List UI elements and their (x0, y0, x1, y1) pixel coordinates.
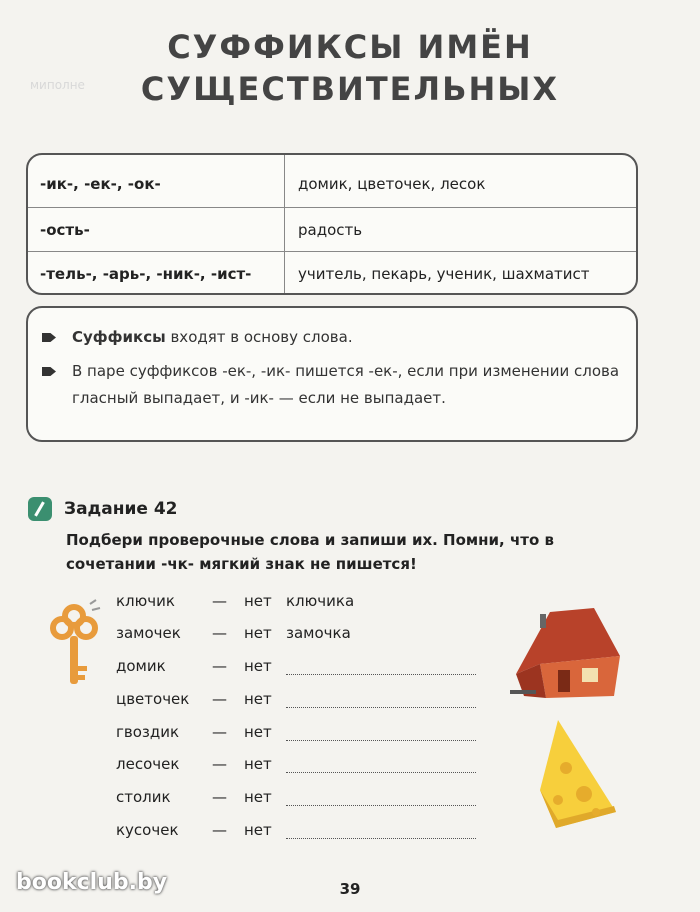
exercise-row (116, 784, 476, 810)
exercise-word: столик (116, 788, 171, 806)
suffix-table (26, 153, 638, 295)
pencil-icon (28, 497, 52, 521)
rule-text: В паре суффиксов -ек-, -ик- пишется -ек-, если при изменении слова гласный выпадает, и -ик- — если не выпадает. (72, 362, 620, 407)
rule-item (72, 358, 622, 412)
task-header (28, 497, 178, 521)
example-cell: домик, цветочек, лесок (298, 175, 486, 193)
answer-blank-line[interactable] (286, 724, 476, 741)
rule-item (72, 324, 622, 351)
table-row (28, 207, 636, 253)
title-line-2: СУЩЕСТВИТЕЛЬНЫХ (140, 70, 560, 108)
exercise-dash: — (212, 788, 227, 806)
exercise-no-label: нет (244, 624, 272, 642)
suffix-cell: -ость- (40, 221, 90, 239)
exercise-no-label: нет (244, 755, 272, 773)
exercise-dash: — (212, 657, 227, 675)
exercise-dash: — (212, 821, 227, 839)
exercise-row (116, 653, 476, 679)
exercise-no-label: нет (244, 690, 272, 708)
task-instruction: Подбери проверочные слова и запиши их. Помни, что в сочетании -чк- мягкий знак не пишется! (66, 531, 554, 573)
arrow-bullet-icon (42, 333, 56, 342)
rules-box (26, 306, 638, 442)
exercise-row (116, 588, 354, 614)
house-icon (510, 604, 626, 700)
exercise-no-label: нет (244, 657, 272, 675)
exercise-dash: — (212, 723, 227, 741)
suffix-cell: -ик-, -ек-, -ок- (40, 175, 161, 193)
table-row (28, 251, 636, 295)
exercise-word: лесочек (116, 755, 180, 773)
title-line-1: СУФФИКСЫ ИМЁН (167, 28, 533, 66)
exercise-row (116, 686, 476, 712)
key-icon (46, 596, 106, 692)
answer-blank-line[interactable] (286, 822, 476, 839)
arrow-bullet-icon (42, 367, 56, 376)
exercise-word: кусочек (116, 821, 179, 839)
exercise-answer: замочка (286, 624, 351, 642)
exercise-word: цветочек (116, 690, 190, 708)
exercise-row (116, 817, 476, 843)
exercise-no-label: нет (244, 723, 272, 741)
rule-term: Суффиксы (72, 328, 166, 346)
example-cell: радость (298, 221, 363, 239)
table-row (28, 161, 636, 207)
example-cell: учитель, пекарь, ученик, шахматист (298, 265, 590, 283)
exercise-dash: — (212, 690, 227, 708)
exercise-dash: — (212, 624, 227, 642)
rule-text: входят в основу слова. (165, 328, 353, 346)
answer-blank-line[interactable] (286, 789, 476, 806)
exercise-dash: — (212, 592, 227, 610)
watermark: bookclub.by (16, 870, 168, 895)
exercise-word: замочек (116, 624, 181, 642)
exercise-word: домик (116, 657, 166, 675)
page-number: 39 (339, 880, 361, 898)
suffix-cell: -тель-, -арь-, -ник-, -ист- (40, 265, 252, 283)
exercise-answer: ключика (286, 592, 355, 610)
exercise-row (116, 719, 476, 745)
answer-blank-line[interactable] (286, 756, 476, 773)
exercise-row (116, 751, 476, 777)
exercise-word: гвоздик (116, 723, 180, 741)
exercise-row (116, 620, 351, 646)
exercise-dash: — (212, 755, 227, 773)
page-title (0, 26, 700, 110)
bleed-through-text: миполне (30, 78, 85, 92)
task-title: Задание 42 (64, 499, 178, 519)
exercise-no-label: нет (244, 592, 272, 610)
exercise-word: ключик (116, 592, 175, 610)
exercise-no-label: нет (244, 788, 272, 806)
answer-blank-line[interactable] (286, 658, 476, 675)
cheese-icon (536, 720, 620, 830)
answer-blank-line[interactable] (286, 691, 476, 708)
exercise-no-label: нет (244, 821, 272, 839)
